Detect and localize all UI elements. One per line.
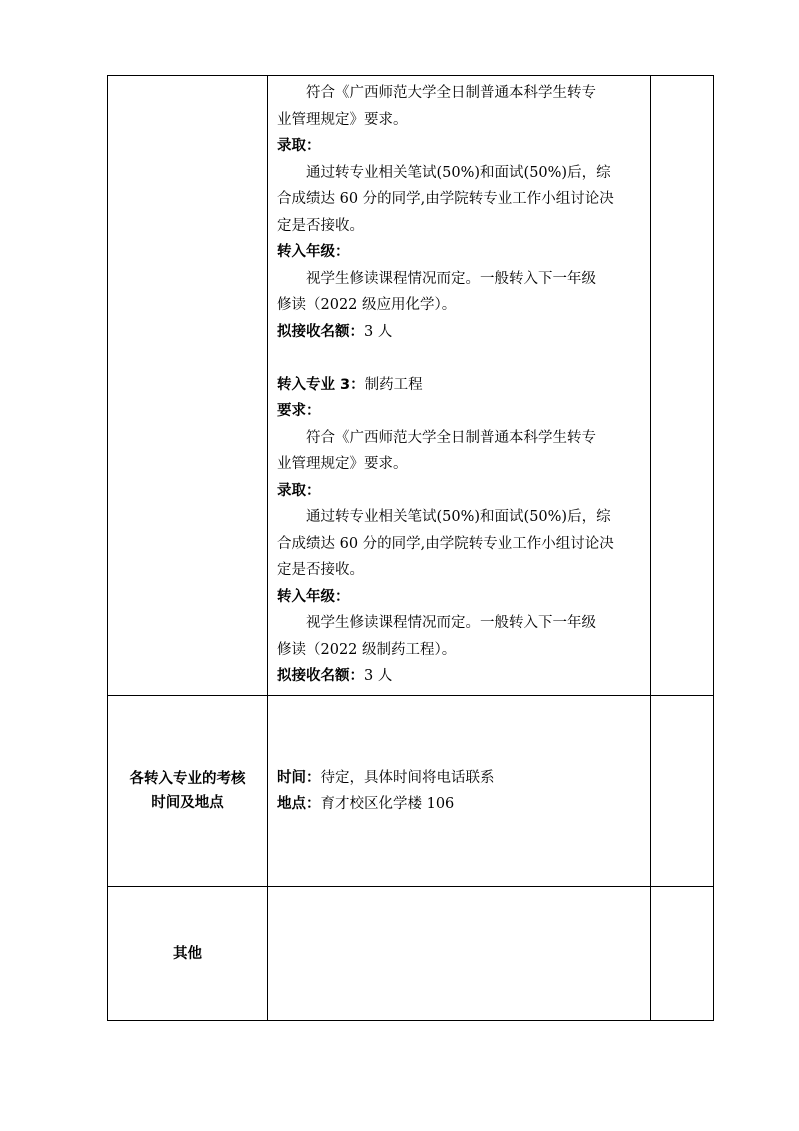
exam-label-line: 时间及地点 xyxy=(151,795,224,811)
quota-label: 拟接收名额： xyxy=(277,323,364,340)
grade-heading: 转入年级： xyxy=(277,244,350,260)
other-content-cell xyxy=(268,887,651,1021)
quota-value: 3 人 xyxy=(364,323,393,340)
exam-content-cell xyxy=(268,696,651,887)
table-row-exam-time-place xyxy=(108,696,714,887)
admission-text-line: 定是否接收。 xyxy=(277,562,364,578)
exam-place-line xyxy=(277,791,641,818)
quota-label: 拟接收名额： xyxy=(277,668,364,684)
quota-line xyxy=(277,663,641,690)
requirement-text-line: 业管理规定》要求。 xyxy=(277,456,408,472)
exam-label-cell xyxy=(108,696,268,887)
requirement-text-line: 符合《广西师范大学全日制普通本科学生转专 xyxy=(306,429,596,446)
quota-value: 3 人 xyxy=(364,668,393,684)
empty-extra-cell xyxy=(651,76,714,696)
other-label-cell xyxy=(108,887,268,1021)
requirements-content-cell xyxy=(268,76,651,696)
grade-heading: 转入年级： xyxy=(277,588,350,605)
exam-place-value: 育才校区化学楼 106 xyxy=(320,796,455,812)
grade-text-line: 修读（2022 级应用化学）。 xyxy=(277,297,457,313)
other-label: 其他 xyxy=(173,945,202,962)
table-row-other xyxy=(108,887,714,1021)
grade-text-line: 修读（2022 级制药工程）。 xyxy=(277,641,457,658)
major3-value: 制药工程 xyxy=(364,376,423,393)
requirement-text-line: 业管理规定》要求。 xyxy=(277,111,408,128)
requirement-text-line: 符合《广西师范大学全日制普通本科学生转专 xyxy=(306,85,596,101)
transfer-info-table xyxy=(107,75,714,1021)
exam-label-line: 各转入专业的考核 xyxy=(129,771,246,787)
admission-text-line: 合成绩达 60 分的同学,由学院转专业工作小组讨论决 xyxy=(277,191,614,207)
grade-text-line: 视学生修读课程情况而定。一般转入下一年级 xyxy=(306,615,596,631)
requirement-heading: 要求： xyxy=(277,403,321,419)
admission-heading: 录取： xyxy=(277,138,321,154)
major3-label: 转入专业 3： xyxy=(277,376,365,393)
admission-text-line: 通过转专业相关笔试(50%)和面试(50%)后，综 xyxy=(306,164,611,181)
exam-time-value: 待定，具体时间将电话联系 xyxy=(320,769,495,786)
admission-text-line: 通过转专业相关笔试(50%)和面试(50%)后，综 xyxy=(306,509,611,525)
quota-line xyxy=(277,319,641,346)
grade-text-line: 视学生修读课程情况而定。一般转入下一年级 xyxy=(306,270,596,287)
exam-time-line xyxy=(277,765,641,792)
admission-heading: 录取： xyxy=(277,482,321,499)
admission-text-line: 合成绩达 60 分的同学,由学院转专业工作小组讨论决 xyxy=(277,535,614,552)
empty-label-cell xyxy=(108,76,268,696)
empty-extra-cell xyxy=(651,887,714,1021)
exam-place-label: 地点： xyxy=(277,796,321,812)
major3-line xyxy=(277,372,641,399)
empty-extra-cell xyxy=(651,696,714,887)
admission-text-line: 定是否接收。 xyxy=(277,217,364,234)
blank-line xyxy=(277,345,641,372)
exam-time-label: 时间： xyxy=(277,769,321,786)
table-row-requirements xyxy=(108,76,714,696)
